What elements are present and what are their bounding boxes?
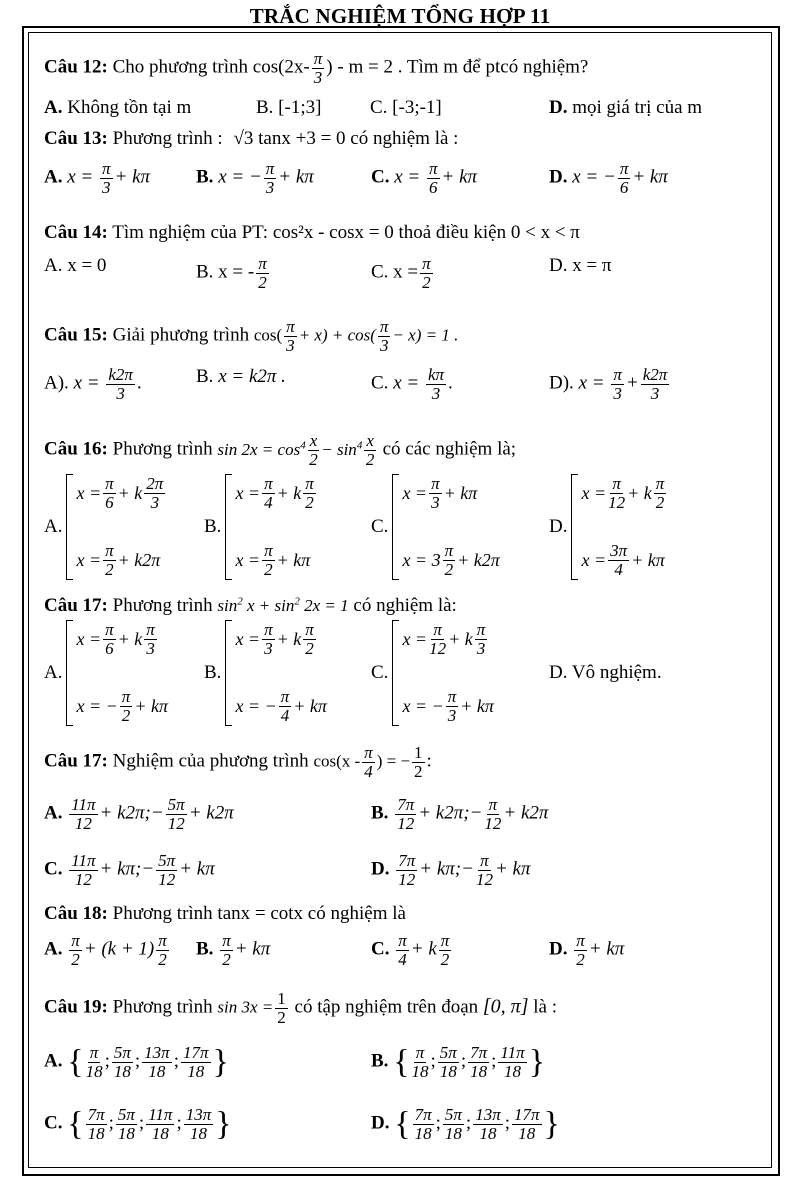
question-16: Câu 16: Phương trình $\sin 2x = \cos^4$ $\frac{x}{2}$ − $\sin^4$ $\frac{x}{2}$ có các nghiệm là;	[44, 431, 517, 469]
question-14: Câu 14: Tìm nghiệm của PT: cos²x - cosx = 0 thoả điều kiện 0 < x < π	[44, 222, 580, 243]
question-13-options: A. x = $\frac{\pi}{3}$ + kπ B. x = − $\frac{\pi}{3}$ + kπ C. x = $\frac{\pi}{6}$ + kπ D. x = − $\frac{\pi}{6}$ + kπ	[44, 159, 668, 197]
question-17b-options-cd: C. $\frac{11\pi}{12}$ + kπ;− $\frac{5\pi}{12}$ + kπ D. $\frac{7\pi}{12}$ + kπ;− $\frac{\pi}{12}$ + kπ	[44, 851, 531, 889]
question-17a: Câu 17: Phương trình $\sin^2 x + \sin^2 2x = 1$ có nghiệm là:	[44, 595, 457, 616]
question-15: Câu 15: Giải phương trình cos( $\frac{\pi}{3}$ + x) + cos( $\frac{\pi}{3}$ − x) = 1 .	[44, 317, 459, 355]
question-16-options: A. x = π 6 + k 2π 3 x = π 2 + k2π B. x = π 4 + k π 2 x = π 2 + kπ C. x = π 3 + kπ x = 3 π 2 + k2π D. x = π 12 + k π 2 x = 3π 4 + kπ	[44, 474, 665, 580]
question-12: Câu 12: Cho phương trình cos(2x- $\frac{\pi}{3}$ ) - m = 2 . Tìm m để ptcó nghiệm?	[44, 49, 589, 87]
question-17b: Câu 17: Nghiệm của phương trình cos(x - $\frac{\pi}{4}$ ) = − $\frac{1}{2}$ :	[44, 743, 432, 781]
question-18: Câu 18: Phương trình tanx = cotx có nghiệm là	[44, 903, 406, 924]
question-19-options-ab: A. { $\frac{\pi}{18}$ ; $\frac{5\pi}{18}$ ; $\frac{13\pi}{18}$ ; $\frac{17\pi}{18}$ } B. { $\frac{\pi}{18}$ ; $\frac{5\pi}{18}$ ; $\frac{7\pi}{18}$ ; $\frac{11\pi}{18}$ }	[44, 1043, 546, 1081]
question-18-options: A. $\frac{\pi}{2}$ + (k + 1) $\frac{\pi}{2}$ B. $\frac{\pi}{2}$ + kπ C. $\frac{\pi}{4}$ + k $\frac{\pi}{2}$ D. $\frac{\pi}{2}$ + kπ	[44, 931, 625, 969]
page-title: TRẮC NGHIỆM TỔNG HỢP 11	[249, 4, 551, 28]
question-14-options: A. x = 0 B. x = - $\frac{\pi}{2}$ C. x = $\frac{\pi}{2}$ D. x = π	[44, 254, 612, 292]
question-19-options-cd: C. { $\frac{7\pi}{18}$ ; $\frac{5\pi}{18}$ ; $\frac{11\pi}{18}$ ; $\frac{13\pi}{18}$ } D. { $\frac{7\pi}{18}$ ; $\frac{5\pi}{18}$ ; $\frac{13\pi}{18}$ ; $\frac{17\pi}{18}$ }	[44, 1105, 560, 1143]
question-15-options: A). x = $\frac{k2\pi}{3}$ . B. x = k2π . C. x = $\frac{k\pi}{3}$ . D). x = $\frac{\pi}{3}$ + $\frac{k2\pi}{3}$	[44, 365, 668, 403]
question-17b-options-ab: A. $\frac{11\pi}{12}$ + k2π;− $\frac{5\pi}{12}$ + k2π B. $\frac{7\pi}{12}$ + k2π;− $\frac{\pi}{12}$ + k2π	[44, 795, 549, 833]
question-17a-options: A. x = π 6 + k π 3 x = − π 2 + kπ B. x = π 3 + k π 2 x = − π 4 + kπ C. x = π 12 + k π 3 x = − π 3 + kπ D. Vô nghiệm.	[44, 620, 662, 726]
question-19: Câu 19: Phương trình sin 3x = $\frac{1}{2}$ có tập nghiệm trên đoạn [0, π] là :	[44, 989, 557, 1027]
question-12-options: A. Không tồn tại m B. [-1;3] C. [-3;-1] D. mọi giá trị của m	[44, 97, 703, 118]
question-13: Câu 13: Phương trình : √3 tanx +3 = 0 có nghiệm là :	[44, 128, 459, 149]
